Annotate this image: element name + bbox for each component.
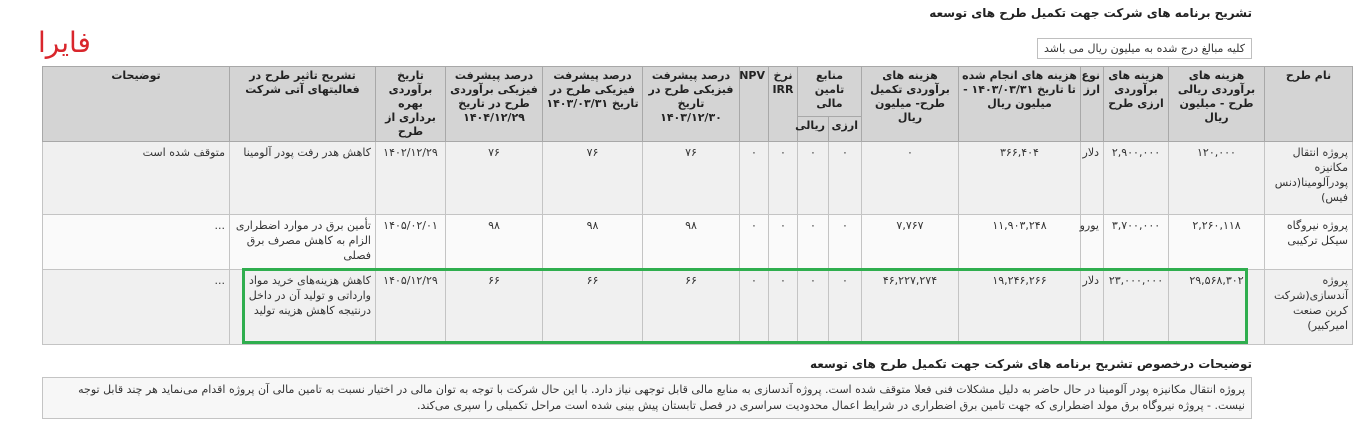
cell-funding-rial: ۰ [798, 215, 829, 270]
notes-text: پروژه انتقال مکانیزه پودر آلومینا در حال حاضر به دلیل مشکلات فنی فعلا متوقف شده است. پروژه آندسازی به منابع مالی قابل توجهی نیاز دارد. با این حال شرکت با توجه به توان مالی در اختیار نسبت به تامین مالی آن پروژه اقدام می‌نماید هر چند قابل توجه نیست. - پروژه نیروگاه برق مولد اضطراری که جهت تامین برق اضطراری در شرایط اعمال محدودیت سراسری در فصل تابستان پیش بینی شده است مراحل تکمیلی را سپری می‌کند. [42, 377, 1252, 419]
cell-rial-cost: ۲,۲۶۰,۱۱۸ [1169, 215, 1265, 270]
header-funding: منابع تامین مالی [798, 67, 862, 117]
cell-currency: دلار [1081, 142, 1104, 215]
header-rial-cost: هزینه های برآوردی ریالی طرح - میلیون ریال [1169, 67, 1265, 142]
cell-spent: ۱۱,۹۰۳,۲۴۸ [959, 215, 1081, 270]
table-row [43, 270, 1353, 345]
header-progress-1: درصد پیشرفت فیزیکی طرح در تاریخ ۱۴۰۳/۱۲/۳۰ [643, 67, 740, 142]
cell-name: پروژه انتقال مکانیزه پودرآلومینا(دنس فیس) [1265, 142, 1353, 215]
cell-progress-2: ۹۸ [543, 215, 643, 270]
cell-fx-cost: ۳,۷۰۰,۰۰۰ [1104, 215, 1169, 270]
cell-progress-2: ۷۶ [543, 142, 643, 215]
header-progress-2: درصد پیشرفت فیزیکی طرح در تاریخ ۱۴۰۳/۰۳/۳۱ [543, 67, 643, 142]
header-fx-cost: هزینه های برآوردی ارزی طرح [1104, 67, 1169, 142]
cell-operation-date: ۱۴۰۵/۱۲/۲۹ [376, 270, 446, 345]
cell-fx-cost: ۲۳,۰۰۰,۰۰۰ [1104, 270, 1169, 345]
cell-currency: یورو [1081, 215, 1104, 270]
header-operation-date: تاریخ برآوردی بهره برداری از طرح [376, 67, 446, 142]
cell-spent: ۳۶۶,۴۰۴ [959, 142, 1081, 215]
cell-currency: دلار [1081, 270, 1104, 345]
cell-description: متوقف شده است [43, 142, 230, 215]
table-row [43, 215, 1353, 270]
cell-completion-cost: ۷,۷۶۷ [862, 215, 959, 270]
cell-description: ... [43, 215, 230, 270]
cell-funding-rial: ۰ [798, 270, 829, 345]
cell-rial-cost: ۱۲۰,۰۰۰ [1169, 142, 1265, 215]
cell-operation-date: ۱۴۰۲/۱۲/۲۹ [376, 142, 446, 215]
cell-funding-fx: ۰ [829, 270, 862, 345]
cell-funding-fx: ۰ [829, 215, 862, 270]
header-impact: تشریح تاثیر طرح در فعالیتهای آتی شرکت [230, 67, 376, 142]
cell-name: پروژه آندسازی(شرکت کربن صنعت امیرکبیر) [1265, 270, 1353, 345]
cell-impact: کاهش هدر رفت پودر آلومینا [230, 142, 376, 215]
cell-impact: کاهش هزینه‌های خرید مواد وارداتی و تولید آن در داخل ، درنتیجه کاهش هزینه تولید [230, 270, 376, 345]
header-spent: هزینه های انجام شده تا تاریخ ۱۴۰۳/۰۳/۳۱ - میلیون ریال [959, 67, 1081, 142]
header-funding-rial: ریالی [798, 117, 829, 142]
cell-progress-1: ۶۶ [643, 270, 740, 345]
cell-irr: ۰ [769, 215, 798, 270]
cell-funding-rial: ۰ [798, 142, 829, 215]
development-plans-table [42, 66, 1353, 345]
cell-npv: ۰ [740, 215, 769, 270]
header-description: توضیحات [43, 67, 230, 142]
cell-progress-3: ۹۸ [446, 215, 543, 270]
cell-operation-date: ۱۴۰۵/۰۲/۰۱ [376, 215, 446, 270]
cell-name: پروژه نیروگاه سیکل ترکیبی [1265, 215, 1353, 270]
cell-progress-3: ۷۶ [446, 142, 543, 215]
cell-progress-2: ۶۶ [543, 270, 643, 345]
cell-progress-1: ۹۸ [643, 215, 740, 270]
cell-progress-1: ۷۶ [643, 142, 740, 215]
header-funding-fx: ارزی [829, 117, 862, 142]
header-npv: NPV [740, 67, 769, 142]
cell-irr: ۰ [769, 270, 798, 345]
cell-npv: ۰ [740, 142, 769, 215]
cell-funding-fx: ۰ [829, 142, 862, 215]
table-row [43, 142, 1353, 215]
header-irr: نرخ IRR [769, 67, 798, 142]
cell-description: ... [43, 270, 230, 345]
header-progress-3: درصد پیشرفت فیزیکی برآوردی طرح در تاریخ ۱۴۰۴/۱۲/۲۹ [446, 67, 543, 142]
cell-impact: تأمین برق در موارد اضطراری الزام به کاهش مصرف برق فصلی [230, 215, 376, 270]
cell-npv: ۰ [740, 270, 769, 345]
cell-rial-cost: ۲۹,۵۶۸,۳۰۲ [1169, 270, 1265, 345]
cell-progress-3: ۶۶ [446, 270, 543, 345]
notes-title: توضیحات درخصوص تشریح برنامه های شرکت جهت تکمیل طرح های توسعه [809, 357, 1252, 371]
header-completion-cost: هزینه های برآوردی تکمیل طرح- میلیون ریال [862, 67, 959, 142]
header-currency: نوع ارز [1081, 67, 1104, 142]
cell-spent: ۱۹,۲۴۶,۲۶۶ [959, 270, 1081, 345]
cell-completion-cost: ۰ [862, 142, 959, 215]
company-logo: فایرا [38, 26, 91, 59]
cell-fx-cost: ۲,۹۰۰,۰۰۰ [1104, 142, 1169, 215]
cell-irr: ۰ [769, 142, 798, 215]
cell-completion-cost: ۴۶,۲۲۷,۲۷۴ [862, 270, 959, 345]
header-name: نام طرح [1265, 67, 1353, 142]
unit-note: کلیه مبالغ درج شده به میلیون ریال می باشد [1037, 38, 1252, 59]
page-title: تشریح برنامه های شرکت جهت تکمیل طرح های توسعه [929, 6, 1252, 20]
